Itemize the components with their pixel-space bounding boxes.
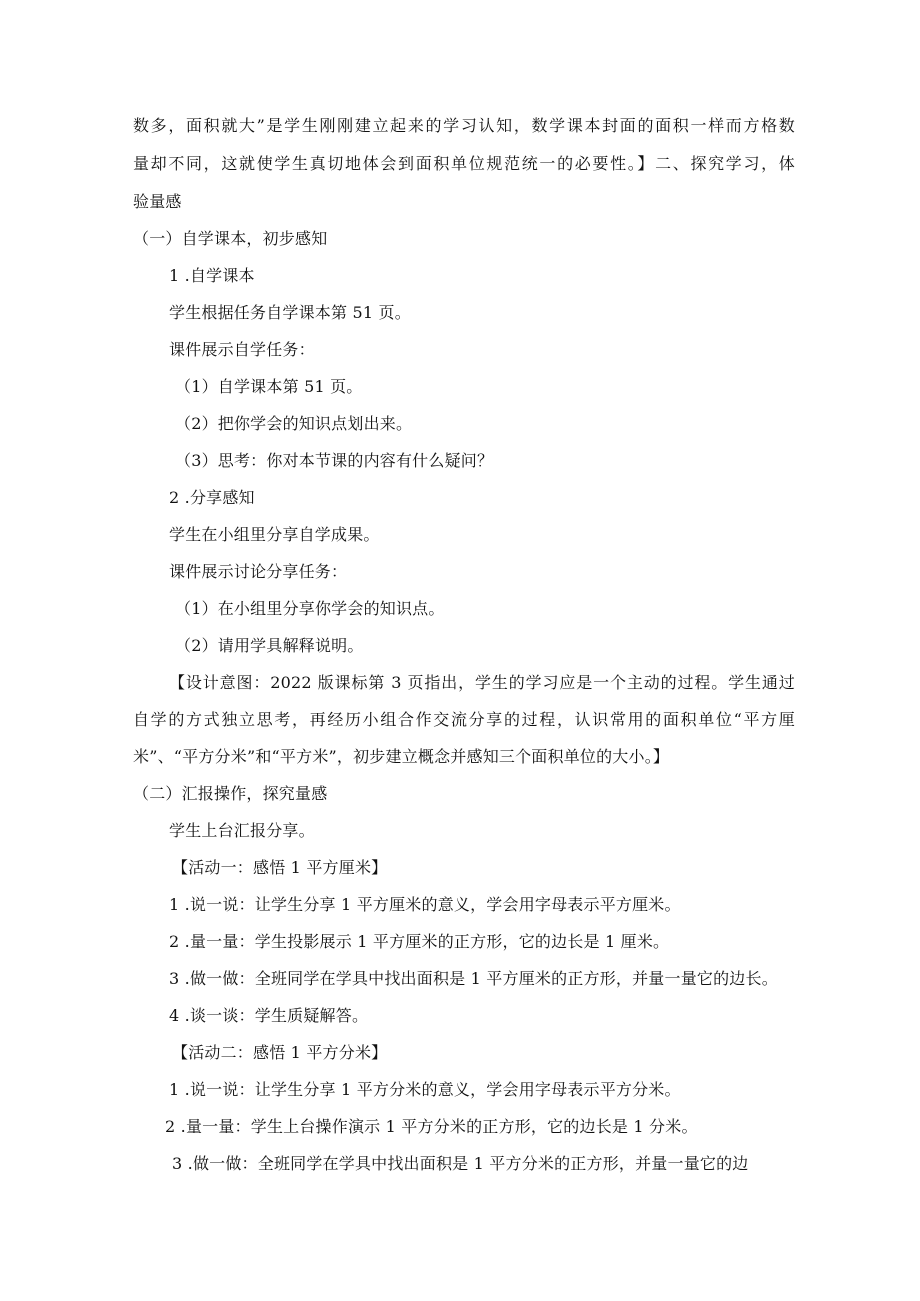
paragraph: 学生根据任务自学课本第 51 页。 <box>169 303 411 322</box>
activity-step: 2 .量一量：学生上台操作演示 1 平方分米的正方形，它的边长是 1 分米。 <box>165 1117 698 1136</box>
task-item: （2）请用学具解释说明。 <box>175 636 364 655</box>
task-item: （1）自学课本第 51 页。 <box>175 377 363 396</box>
activity-step: 2 .量一量：学生投影展示 1 平方厘米的正方形，它的边长是 1 厘米。 <box>169 932 670 951</box>
task-label: 课件展示自学任务： <box>169 340 315 359</box>
task-item: （2）把你学会的知识点划出来。 <box>175 414 413 433</box>
activity-step: 3 .做一做：全班同学在学具中找出面积是 1 平方分米的正方形，并量一量它的边 <box>172 1154 749 1173</box>
item-title: 2 .分享感知 <box>169 488 255 507</box>
section-heading: （二）汇报操作，探究量感 <box>133 784 328 803</box>
paragraph: 学生上台汇报分享。 <box>169 821 315 840</box>
intro-line: 量却不同，这就使学生真切地体会到面积单位规范统一的必要性。】二、探究学习，体 <box>133 154 795 173</box>
design-intent-line: 【设计意图：2022 版课标第 3 页指出，学生的学习应是一个主动的过程。学生通过 <box>169 673 795 692</box>
activity-step: 3 .做一做：全班同学在学具中找出面积是 1 平方厘米的正方形，并量一量它的边长。 <box>169 969 778 988</box>
task-item: （1）在小组里分享你学会的知识点。 <box>175 599 445 618</box>
design-intent-line: 米”、“平方分米”和“平方米”，初步建立概念并感知三个面积单位的大小。】 <box>133 747 670 766</box>
item-title: 1 .自学课本 <box>169 266 255 285</box>
activity-title: 【活动二：感悟 1 平方分米】 <box>172 1043 388 1062</box>
intro-line: 验量感 <box>133 192 182 211</box>
activity-step: 1 .说一说：让学生分享 1 平方厘米的意义，学会用字母表示平方厘米。 <box>169 895 681 914</box>
activity-step: 4 .谈一谈：学生质疑解答。 <box>169 1006 369 1025</box>
intro-line: 数多，面积就大”是学生刚刚建立起来的学习认知，数学课本封面的面积一样而方格数 <box>133 116 795 135</box>
task-label: 课件展示讨论分享任务： <box>169 562 348 581</box>
task-item: （3）思考：你对本节课的内容有什么疑问？ <box>175 451 494 470</box>
design-intent-line: 自学的方式独立思考，再经历小组合作交流分享的过程，认识常用的面积单位“平方厘 <box>133 710 795 729</box>
activity-step: 1 .说一说：让学生分享 1 平方分米的意义，学会用字母表示平方分米。 <box>169 1080 681 1099</box>
section-heading: （一）自学课本，初步感知 <box>133 229 328 248</box>
activity-title: 【活动一：感悟 1 平方厘米】 <box>172 858 388 877</box>
paragraph: 学生在小组里分享自学成果。 <box>169 525 380 544</box>
